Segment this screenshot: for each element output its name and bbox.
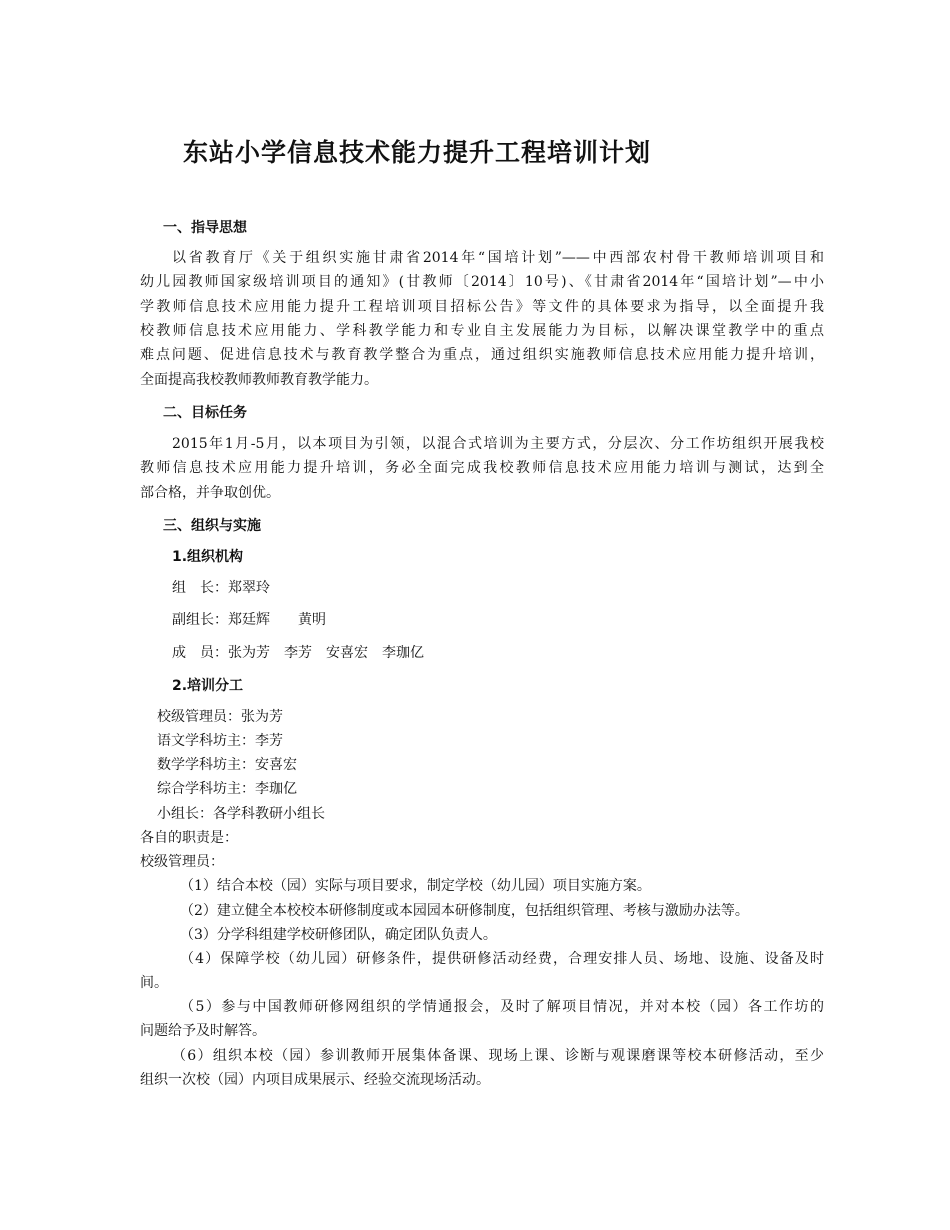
duty-item: （4）保障学校（幼儿园）研修条件，提供研修活动经费，合理安排人员、场地、设施、设备及时: [180, 951, 824, 967]
paragraph-line: 部合格，并争取创优。: [140, 485, 280, 501]
duty-item: （5）参与中国教师研修网组织的学情通报会，及时了解项目情况，并对本校（园）各工作坊的: [180, 999, 824, 1015]
paragraph-line: 以省教育厅《关于组织实施甘肃省2014年“国培计划”——中西部农村骨干教师培训项目和: [172, 250, 824, 266]
role-line: 语文学科坊主：李芳: [157, 733, 283, 749]
org-member-line: 副组长：郑廷辉 黄明: [172, 612, 326, 628]
subheading-org-structure: 1.组织机构: [172, 549, 244, 565]
section-heading-organization: 三、组织与实施: [163, 518, 261, 534]
page-title: 东站小学信息技术能力提升工程培训计划: [183, 138, 652, 167]
duty-item-continuation: 组织一次校（园）内项目成果展示、经验交流现场活动。: [140, 1072, 490, 1088]
paragraph-line: 教师信息技术应用能力提升培训，务必全面完成我校教师信息技术应用能力培训与测试，达到全: [140, 460, 824, 476]
subheading-training-roles: 2.培训分工: [172, 678, 244, 694]
section-heading-goals: 二、目标任务: [163, 405, 247, 421]
paragraph-line: 全面提高我校教师教师教育教学能力。: [140, 372, 378, 388]
section-heading-guiding-ideology: 一、指导思想: [163, 220, 247, 236]
duty-item-continuation: 问题给予及时解答。: [140, 1023, 266, 1039]
duty-item: （6）组织本校（园）参训教师开展集体备课、现场上课、诊断与观课磨课等校本研修活动，至少: [172, 1048, 824, 1064]
role-line: 数学学科坊主：安喜宏: [157, 757, 297, 773]
role-line: 校级管理员：张为芳: [157, 709, 283, 725]
role-line: 综合学科坊主：李珈亿: [157, 781, 297, 797]
paragraph-line: 幼儿园教师国家级培训项目的通知》(甘教师〔2014〕10号)、《甘肃省2014年“国培计划”—中小: [140, 274, 824, 290]
paragraph-line: 学教师信息技术应用能力提升工程培训项目招标公告》等文件的具体要求为指导，以全面提升我: [140, 299, 824, 315]
role-line: 小组长：各学科教研小组长: [157, 806, 325, 822]
duty-item: （1）结合本校（园）实际与项目要求，制定学校（幼儿园）项目实施方案。: [180, 878, 651, 894]
duty-item: （3）分学科组建学校研修团队，确定团队负责人。: [180, 927, 497, 943]
duty-intro: 各自的职责是：: [140, 830, 238, 846]
duty-title: 校级管理员：: [140, 854, 224, 870]
org-member-line: 成 员：张为芳 李芳 安喜宏 李珈亿: [172, 645, 424, 661]
paragraph-line: 难点问题、促进信息技术与教育教学整合为重点，通过组织实施教师信息技术应用能力提升培训，: [140, 347, 824, 363]
duty-item-continuation: 间。: [140, 975, 168, 991]
duty-item: （2）建立健全本校校本研修制度或本园园本研修制度，包括组织管理、考核与激励办法等。: [180, 903, 749, 919]
org-member-line: 组 长：郑翠玲: [172, 580, 270, 596]
paragraph-line: 2015年1月-5月，以本项目为引领，以混合式培训为主要方式，分层次、分工作坊组织开展我校: [172, 436, 824, 452]
paragraph-line: 校教师信息技术应用能力、学科教学能力和专业自主发展能力为目标，以解决课堂教学中的重点: [140, 323, 824, 339]
